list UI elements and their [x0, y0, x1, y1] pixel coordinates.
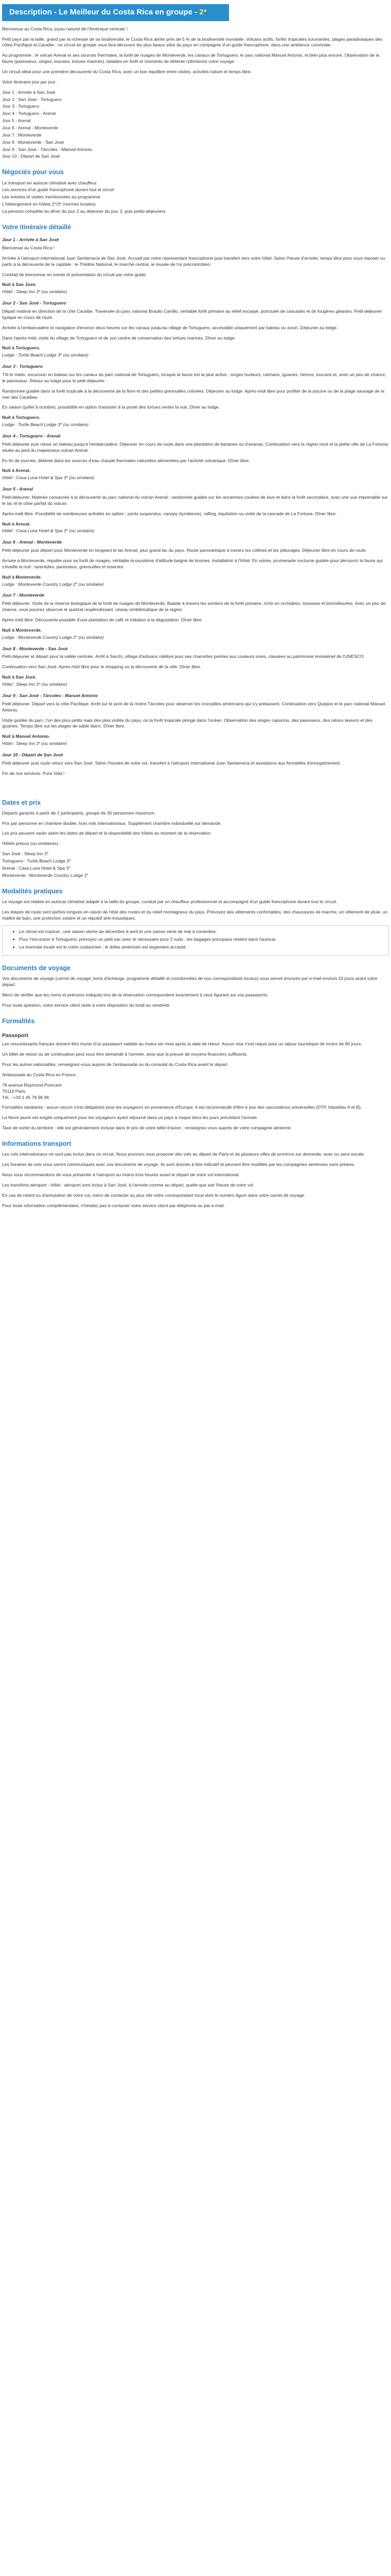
itinerary-day-night [2, 574, 389, 581]
documents-paragraph: Vos documents de voyage (carnet de voyage, bons d'échange, programme détaillé et coordonnées de nos correspondants locaux) vous seront envoyés par e-mail environ 10 jours avant votre départ. [2, 976, 378, 988]
itinerary-day [2, 237, 389, 295]
formalites-extra-paragraph: Taxe de sortie du territoire : elle est généralement incluse dans le prix de votre billet d'avion ; renseignez-vous auprès de votre compagnie aérienne. [2, 1125, 292, 1131]
itinerary-day [2, 486, 389, 534]
section-heading-itinerary: Votre itinéraire détaillé [2, 223, 71, 231]
itinerary-day-paragraph: Petit-déjeuner puis route retour vers San José. Selon l'horaire de votre vol, transfert à l'aéroport international Juan Santamaría et assistance aux formalités d'enregistrement. [2, 760, 341, 766]
itinerary-day [2, 364, 389, 428]
itinerary-day-paragraph: En saison (juillet à octobre), possibilité en option d'assister à la ponte des tortues vertes la nuit. Dîner au lodge. [2, 404, 220, 410]
embassy-contact-line: Tél. : +33 1 45 78 96 96 [2, 1094, 50, 1100]
formalites-paragraph: Pour les autres nationalités, renseignez-vous auprès de l'ambassade ou du consulat du Costa Rica avant le départ. [2, 1062, 229, 1067]
itinerary-summary-item: Jour 6 : Arenal - Monteverde [2, 125, 58, 130]
negociez-item: Les services d'un guide francophone durant tout le circuit [2, 187, 115, 193]
itinerary-day-night [2, 734, 389, 740]
night-location: Nuit à Tortuguero. [2, 415, 40, 420]
dates-hotel-item: Tortuguero : Turtle Beach Lodge 3* [2, 858, 71, 864]
itinerary-day-paragraph: Arrivée à l'embarcadère et navigation d'environ deux heures sur les canaux jusqu'au village de Tortuguero, accessible uniquement par bateau ou avion. Déjeuner au lodge. [2, 325, 338, 330]
night-location: Nuit à San José. [2, 674, 37, 680]
night-location: Nuit à Tortuguero. [2, 345, 40, 351]
night-location: Nuit à Arenal. [2, 468, 31, 473]
page-title [2, 4, 229, 21]
documents-paragraph: Pour toute question, notre service client reste à votre disposition du lundi au vendredi. [2, 1002, 171, 1008]
itinerary-summary-item: Jour 5 : Arenal [2, 118, 31, 124]
itinerary-day-hotel: Hôtel : Sleep Inn 3* (ou similaire) [2, 289, 67, 295]
itinerary-day-hotel: Hôtel : Casa Luna Hotel & Spa 3* (ou similaire) [2, 475, 95, 481]
itinerary-day-title: Jour 10 - Départ de San José [2, 752, 63, 757]
intro-section [2, 26, 389, 160]
itinerary-day-paragraph: Fin de nos services. Pura Vida ! [2, 770, 65, 776]
dates-paragraph: Les prix peuvent varier selon les dates de départ et la disponibilité des hôtels au moment de la réservation. [2, 831, 212, 836]
itinerary-day [2, 433, 389, 481]
modalites-bullet: • Pour l'excursion à Tortuguero, prévoyez un petit sac avec le nécessaire pour 2 nuits ; les bagages principaux restent dans l'autocar. [19, 937, 383, 943]
itinerary-day-title: Jour 8 - Monteverde - San José [2, 646, 68, 651]
itinerary-summary-item: Jour 1 : Arrivée à San José [2, 89, 56, 95]
itinerary-day-hotel: Lodge : Monteverde Country Lodge 2* (ou similaire) [2, 581, 104, 587]
itinerary-day-hotel: Hôtel : Sleep Inn 3* (ou similaire) [2, 741, 67, 747]
page-title-text: Description - Le Meilleur du Costa Rica en groupe - [9, 8, 200, 16]
itinerary-day-night [2, 521, 389, 528]
page [0, 4, 391, 1233]
formalites-subheading: Passeport [2, 1032, 28, 1039]
night-location: Nuit à Manuel Antonio. [2, 734, 50, 739]
infos-paragraph: Pour toute information complémentaire, n'hésitez pas à contacter notre service client par téléphone ou par e-mail. [2, 1202, 225, 1208]
itinerary-day-paragraph: Dans l'après-midi, visite du village de Tortuguero et de son centre de conservation des tortues marines. Dîner au lodge. [2, 335, 236, 341]
itinerary-day [2, 646, 389, 688]
section-heading-infos: Informations transport [2, 1140, 72, 1148]
intro-paragraph: Votre itinéraire jour par jour : [2, 79, 58, 84]
itinerary-summary-item: Jour 10 : Départ de San José [2, 154, 60, 159]
embassy-contact-line: 78 avenue Raymond Poincaré [2, 1082, 62, 1088]
intro-paragraph: Petit pays par la taille, grand par la richesse de sa biodiversité, le Costa Rica abrite près de 5 % de la biodiversité mondiale. Volcans actifs, forêts tropicales luxuriantes, plages paradisiaques des côtes Pacifique et Caraïbe : ce circuit en groupe vous fera découvrir les plus beaux sites du pays en compagnie d'un guide francophone, dans une ambiance conviviale. [2, 36, 383, 48]
itinerary-day-hotel: Lodge : Monteverde Country Lodge 2* (ou similaire) [2, 634, 104, 640]
section-heading-documents: Documents de voyage [2, 964, 71, 972]
dates-hotel-item: Monteverde : Monteverde Country Lodge 2* [2, 872, 89, 878]
itinerary-summary-item: Jour 7 : Monteverde [2, 132, 42, 138]
itinerary-day-paragraph: Tôt le matin, excursion en bateau sur les canaux du parc national de Tortuguero, lorsque la faune est la plus active : singes hurleurs, caïmans, iguanes, hérons, toucans et, avec un peu de chance, le paresseux. Retour au lodge pour le petit-déjeuner. [2, 371, 386, 383]
itinerary-day-paragraph: Petit-déjeuner et départ pour la vallée centrale. Arrêt à Sarchí, village d'artisans célèbre pour ses charrettes peintes aux couleurs vives, classées au patrimoine immatériel de l'UNESCO. [2, 654, 365, 659]
itinerary-day-paragraph: Petit-déjeuner puis retour en bateau jusqu'à l'embarcadère. Déjeuner en cours de route dans une plantation de bananes ou d'ananas. Continuation vers la région nord et la petite ville de La Fortuna, située au pied du majestueux volcan Arenal. [2, 441, 389, 453]
itinerary-day-paragraph: Bienvenue au Costa Rica ! [2, 245, 55, 250]
itinerary-day-hotel: Lodge : Turtle Beach Lodge 3* (ou similaire) [2, 422, 89, 428]
section-heading-negociez: Négociés pour vous [2, 168, 64, 176]
night-location: Nuit à Arenal. [2, 521, 31, 527]
modalites-bullet-box [2, 925, 389, 956]
itinerary-day-paragraph: Arrivée à l'aéroport international Juan Santamaría de San José. Accueil par notre représentant francophone puis transfert vers votre hôtel. Selon l'heure d'arrivée, temps libre pour vous reposer ou partir à la découverte de la capitale : le Théâtre National, le marché central, le musée de l'or précolombien. [2, 255, 385, 267]
formalites-contact-intro: Ambassade du Costa Rica en France : [2, 1072, 78, 1078]
infos-paragraph: Les horaires de vols vous seront communiqués avec vos documents de voyage. Ils sont donnés à titre indicatif et peuvent être modifiés par les compagnies aériennes sans préavis. [2, 1162, 355, 1167]
itinerary-day-title: Jour 5 - Arenal [2, 486, 33, 492]
embassy-contact-line: 75116 Paris [2, 1088, 26, 1094]
itinerary-day-night [2, 628, 389, 634]
itinerary-day-hotel: Hôtel : Sleep Inn 3* (ou similaire) [2, 682, 67, 687]
night-location: Nuit à Monteverde. [2, 574, 42, 580]
modalites-paragraph: Les étapes de route sont parfois longues en raison de l'état des routes et du relief montagneux du pays. Prévoyez des vêtements confortables, des chaussures de marche, un vêtement de pluie, un maillot de bain, une protection solaire et un répulsif anti-moustiques. [2, 909, 388, 921]
dates-hotel-item: Arenal : Casa Luna Hotel & Spa 3* [2, 865, 71, 871]
dates-hotels-intro: Hôtels prévus (ou similaires) : [2, 841, 61, 846]
itinerary-day [2, 693, 389, 747]
itinerary-day-title: Jour 9 - San José - Tárcoles - Manuel Antonio [2, 692, 98, 698]
itinerary-day-night [2, 468, 389, 474]
itinerary-day-paragraph: Randonnée guidée dans la forêt tropicale à la découverte de la flore et des petites grenouilles colorées. Déjeuner au lodge. Après-midi libre pour profiter de la piscine ou de la plage sauvage de la mer des Caraïbes. [2, 388, 384, 400]
intro-paragraph: Un circuit idéal pour une première découverte du Costa Rica, avec un bon équilibre entre visites, activités nature et temps libre. [2, 69, 252, 74]
negociez-item: Le transport en autocar climatisé avec chauffeur [2, 180, 97, 185]
negociez-item: La pension complète du dîner du jour 2 au déjeuner du jour 3, puis petits-déjeuners [2, 208, 166, 214]
itinerary-day-paragraph: Petit-déjeuner puis départ pour Monteverde en longeant le lac Arenal, plus grand lac du pays. Route panoramique à travers les collines et les pâturages. Déjeuner libre en cours de route. [2, 548, 367, 553]
modalites-paragraph: Le voyage est réalisé en autocar climatisé adapté à la taille du groupe, conduit par un chauffeur professionnel et accompagné d'un guide francophone durant tout le circuit. [2, 899, 337, 904]
itinerary-day-hotel: Lodge : Turtle Beach Lodge 3* (ou similaire) [2, 352, 89, 358]
night-location: Nuit à Monteverde. [2, 627, 42, 633]
formalites-paragraph: Un billet de retour ou de continuation peut vous être demandé à l'arrivée, ainsi que la preuve de moyens financiers suffisants. [2, 1052, 248, 1057]
itinerary-summary-item: Jour 2 : San José - Tortuguero [2, 96, 62, 102]
dates-hotel-list [2, 851, 389, 878]
itinerary-day [2, 752, 389, 777]
itinerary-day-title: Jour 2 - San José - Tortuguero [2, 300, 67, 306]
itinerary-day-paragraph: Petit-déjeuner. Départ vers la côte Pacifique. Arrêt sur le pont de la rivière Tárcoles pour observer les crocodiles américains qui s'y prélassent. Continuation vers Quepos et le parc national Manuel Antonio. [2, 701, 385, 713]
itinerary-day-paragraph: Départ matinal en direction de la côte Caraïbe. Traversée du parc national Braulio Carrillo, véritable forêt primaire au relief escarpé, ponctuée de cascades et de fougères géantes. Petit-déjeuner typique en cours de route. [2, 308, 382, 320]
itinerary-day-hotel: Hôtel : Casa Luna Hotel & Spa 3* (ou similaire) [2, 528, 95, 534]
modalites-bullet: • La monnaie locale est le colón costaricien ; le dollar américain est largement accepté. [19, 944, 383, 951]
itinerary-day-night [2, 674, 389, 681]
itinerary-day [2, 592, 389, 640]
itinerary-day-night [2, 415, 389, 421]
documents-paragraph: Merci de vérifier que les noms et prénoms indiqués lors de la réservation correspondent exactement à ceux figurant sur vos passeports. [2, 992, 269, 998]
dates-paragraph: Prix par personne en chambre double, hors vols internationaux. Supplément chambre individuelle sur demande. [2, 820, 222, 826]
dates-hotel-item: San José : Sleep Inn 3* [2, 851, 48, 857]
night-location: Nuit à San José. [2, 282, 37, 287]
modalites-bullet: • Le climat est tropical : une saison sèche de décembre à avril et une saison verte de mai à novembre. [19, 929, 383, 935]
negociez-item: L'hébergement en hôtels 2*/3* (normes locales) [2, 201, 96, 207]
itinerary-day-paragraph: En fin de journée, détente dans les sources d'eau chaude thermales naturelles alimentées par l'activité volcanique. Dîner libre. [2, 457, 250, 463]
itinerary-day-title: Jour 4 - Tortuguero - Arenal [2, 433, 60, 438]
section-heading-modalites: Modalités pratiques [2, 887, 63, 895]
itinerary-day-title: Jour 1 - Arrivée à San José [2, 237, 59, 243]
infos-paragraph: En cas de retard ou d'annulation de votre vol, merci de contacter au plus vite notre correspondant local dont le numéro figure dans votre carnet de voyage. [2, 1192, 305, 1198]
itinerary-summary-list [2, 90, 389, 160]
infos-paragraph: Les vols internationaux ne sont pas inclus dans ce circuit. Nous pouvons vous proposer des vols au départ de Paris et de plusieurs villes de province sur demande, avec ou sans escale. [2, 1151, 365, 1157]
itinerary-day-paragraph: Après-midi libre. Découverte possible d'une plantation de café et initiation à la dégustation. Dîner libre. [2, 617, 203, 623]
intro-paragraph: Bienvenue au Costa Rica, joyau naturel de l'Amérique centrale ! [2, 26, 128, 31]
itinerary-day-paragraph: Après-midi libre. Possibilité de nombreuses activités en option : ponts suspendus, canopy (tyrolienne), rafting, équitation ou visite de la cascade de La Fortuna. Dîner libre. [2, 511, 337, 516]
itinerary-day-paragraph: Visite guidée du parc, l'un des plus petits mais des plus visités du pays, où la forêt tropicale plonge dans l'océan. Observation des singes capucins, des paresseux, des ratons laveurs et des iguanes. Temps libre sur les plages de sable blanc. Dîner libre. [2, 717, 372, 729]
itinerary-day-paragraph: Petit-déjeuner. Visite de la réserve biologique de la forêt de nuages de Monteverde. Balade à travers les sentiers de la forêt primaire, riche en orchidées, mousses et broméliacées. Avec un peu de chance, vous pourrez observer le quetzal resplendissant, oiseau emblématique de la région. [2, 601, 386, 613]
section-heading-formalites: Formalités [2, 1017, 35, 1025]
itinerary-day-night [2, 345, 389, 351]
days-container [2, 237, 389, 776]
itinerary-day-night [2, 282, 389, 288]
formalites-extra-paragraph: La fièvre jaune est exigée uniquement pour les voyageurs ayant séjourné dans un pays à risque dans les jours précédant l'arrivée. [2, 1115, 258, 1121]
page-title-rating: 2* [199, 8, 207, 16]
section-heading-dates: Dates et prix [2, 799, 41, 806]
itinerary-day [2, 539, 389, 587]
intro-paragraph: Au programme : le volcan Arenal et ses sources thermales, la forêt de nuages de Monteverde, les canaux de Tortuguero, le parc national Manuel Antonio, et bien plus encore. Observation de la faune (paresseux, singes, toucans, tortues marines), balades en forêt et moments de détente rythmeront votre voyage. [2, 53, 380, 64]
itinerary-day-paragraph: Petit-déjeuner. Matinée consacrée à la découverte du parc national du volcan Arenal : randonnée guidée sur les anciennes coulées de lave et dans la forêt secondaire, avec une vue imprenable sur le lac et le cône parfait du volcan. [2, 495, 388, 506]
negociez-list [2, 180, 389, 215]
itinerary-summary-item: Jour 9 : San José - Tárcoles - Manuel Antonio [2, 146, 92, 152]
infos-paragraph: Les transferts aéroport - hôtel - aéroport sont inclus à San José, à l'arrivée comme au départ, quelle que soit l'heure de votre vol. [2, 1182, 255, 1188]
itinerary-day-title: Jour 7 - Monteverde [2, 592, 44, 598]
itinerary-summary-item: Jour 4 : Tortuguero - Arenal [2, 111, 56, 116]
formalites-paragraph: Les ressortissants français doivent être munis d'un passeport valable au moins six mois après la date de retour. Aucun visa n'est requis pour un séjour touristique de moins de 90 jours. [2, 1041, 362, 1047]
itinerary-summary-item: Jour 3 : Tortuguero [2, 104, 39, 109]
itinerary-day-title: Jour 3 - Tortuguero [2, 364, 43, 369]
dates-paragraph: Départs garantis à partir de 2 participants, groupe de 30 personnes maximum. [2, 810, 156, 816]
itinerary-day-paragraph: Continuation vers San José. Après-midi libre pour le shopping ou la découverte de la ville. Dîner libre. [2, 664, 201, 670]
formalites-extra-paragraph: Formalités sanitaires : aucun vaccin n'est obligatoire pour les voyageurs en provenance d'Europe. Il est recommandé d'être à jour des vaccinations universelles (DTP, hépatites A et B). [2, 1105, 362, 1110]
embassy-contact [2, 1082, 389, 1101]
itinerary-summary-item: Jour 8 : Monteverde - San José [2, 139, 64, 145]
itinerary-day-title: Jour 6 - Arenal - Monteverde [2, 539, 62, 545]
itinerary-day-paragraph: Arrivée à Monteverde, réputée pour sa forêt de nuages, véritable écosystème d'altitude baigné de brumes. Installation à l'hôtel. En soirée, promenade nocturne guidée pour découvrir la faune qui s'éveille la nuit : tarentules, paresseux, grenouilles et insectes. [2, 558, 383, 569]
itinerary-day [2, 300, 389, 359]
itinerary-day-paragraph: Cocktail de bienvenue en soirée et présentation du circuit par votre guide. [2, 272, 147, 277]
negociez-item: Les entrées et visites mentionnées au programme [2, 194, 101, 200]
infos-paragraph: Nous vous recommandons de vous présenter à l'aéroport au moins trois heures avant le départ de votre vol international. [2, 1172, 240, 1178]
